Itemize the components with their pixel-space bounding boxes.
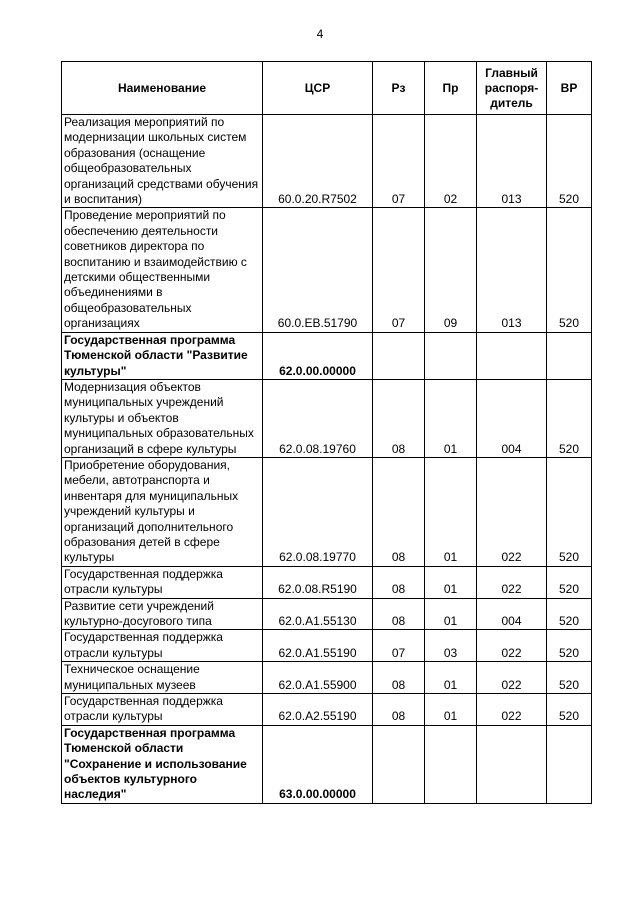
cell-csr: 62.0.00.00000 <box>263 332 373 379</box>
program-row <box>62 332 592 379</box>
cell-name: Государственная программа Тюменской области "Развитие культуры" <box>62 332 263 379</box>
cell-csr: 62.0.08.R5190 <box>263 566 373 598</box>
cell-pr: 03 <box>425 630 477 662</box>
table-header-row <box>62 62 592 115</box>
cell-csr: 62.0.A2.55190 <box>263 694 373 726</box>
cell-vr: 520 <box>547 115 592 208</box>
page-number: 4 <box>316 27 324 41</box>
table-row <box>62 694 592 726</box>
table-row <box>62 630 592 662</box>
table-body <box>62 115 592 804</box>
cell-name: Приобретение оборудования, мебели, автотранспорта и инвентаря для муниципальных учреждений культуры и организаций дополнительного образования детей в сфере культуры <box>62 457 263 566</box>
cell-name: Государственная поддержка отрасли культуры <box>62 694 263 726</box>
cell-rz: 08 <box>373 566 425 598</box>
cell-rz: 08 <box>373 379 425 457</box>
cell-rz: 08 <box>373 662 425 694</box>
cell-vr: 520 <box>547 694 592 726</box>
cell-name: Проведение мероприятий по обеспечению деятельности советников директора по воспитанию и взаимодействию с детскими общественными объединениями в общеобразовательных организациях <box>62 208 263 332</box>
cell-vr: 520 <box>547 208 592 332</box>
cell-rz: 07 <box>373 208 425 332</box>
cell-main-manager <box>477 332 547 379</box>
cell-name: Модернизация объектов муниципальных учреждений культуры и объектов муниципальных образовательных организаций в сфере культуры <box>62 379 263 457</box>
cell-name: Государственная поддержка отрасли культуры <box>62 566 263 598</box>
table-row <box>62 379 592 457</box>
table-row <box>62 662 592 694</box>
cell-rz: 08 <box>373 457 425 566</box>
cell-pr: 01 <box>425 598 477 630</box>
cell-main-manager: 004 <box>477 379 547 457</box>
header-rz: Рз <box>373 62 425 115</box>
cell-pr: 01 <box>425 662 477 694</box>
cell-main-manager: 022 <box>477 566 547 598</box>
cell-pr: 01 <box>425 379 477 457</box>
budget-table <box>61 61 592 804</box>
cell-rz: 07 <box>373 630 425 662</box>
program-row <box>62 725 592 803</box>
table-row <box>62 115 592 208</box>
cell-csr: 63.0.00.00000 <box>263 725 373 803</box>
cell-vr <box>547 332 592 379</box>
header-csr: ЦСР <box>263 62 373 115</box>
cell-pr: 09 <box>425 208 477 332</box>
cell-vr <box>547 725 592 803</box>
cell-main-manager: 013 <box>477 115 547 208</box>
cell-pr <box>425 332 477 379</box>
cell-name: Государственная программа Тюменской области "Сохранение и использование объектов культурного наследия" <box>62 725 263 803</box>
cell-main-manager: 022 <box>477 694 547 726</box>
cell-csr: 62.0.A1.55900 <box>263 662 373 694</box>
cell-pr: 01 <box>425 694 477 726</box>
cell-main-manager <box>477 725 547 803</box>
cell-name: Реализация мероприятий по модернизации школьных систем образования (оснащение общеобразовательных организаций средствами обучения и воспитания) <box>62 115 263 208</box>
cell-rz <box>373 332 425 379</box>
cell-vr: 520 <box>547 457 592 566</box>
header-name: Наименование <box>62 62 263 115</box>
cell-name: Государственная поддержка отрасли культуры <box>62 630 263 662</box>
cell-rz: 08 <box>373 694 425 726</box>
cell-rz: 07 <box>373 115 425 208</box>
cell-main-manager: 013 <box>477 208 547 332</box>
cell-pr: 02 <box>425 115 477 208</box>
cell-csr: 62.0.A1.55190 <box>263 630 373 662</box>
cell-csr: 62.0.08.19760 <box>263 379 373 457</box>
cell-vr: 520 <box>547 598 592 630</box>
cell-pr: 01 <box>425 457 477 566</box>
header-pr: Пр <box>425 62 477 115</box>
cell-main-manager: 004 <box>477 598 547 630</box>
header-vr: ВР <box>547 62 592 115</box>
cell-name: Развитие сети учреждений культурно-досугового типа <box>62 598 263 630</box>
cell-vr: 520 <box>547 630 592 662</box>
cell-vr: 520 <box>547 379 592 457</box>
cell-rz: 08 <box>373 598 425 630</box>
cell-pr: 01 <box>425 566 477 598</box>
table-row <box>62 566 592 598</box>
cell-pr <box>425 725 477 803</box>
cell-main-manager: 022 <box>477 457 547 566</box>
cell-main-manager: 022 <box>477 630 547 662</box>
cell-vr: 520 <box>547 566 592 598</box>
cell-main-manager: 022 <box>477 662 547 694</box>
cell-rz <box>373 725 425 803</box>
table-row <box>62 208 592 332</box>
header-main-manager: Главный распоря-дитель <box>477 62 547 115</box>
cell-name: Техническое оснащение муниципальных музеев <box>62 662 263 694</box>
cell-csr: 62.0.08.19770 <box>263 457 373 566</box>
cell-csr: 62.0.A1.55130 <box>263 598 373 630</box>
cell-csr: 60.0.20.R7502 <box>263 115 373 208</box>
cell-csr: 60.0.EB.51790 <box>263 208 373 332</box>
table-row <box>62 457 592 566</box>
table-row <box>62 598 592 630</box>
cell-vr: 520 <box>547 662 592 694</box>
